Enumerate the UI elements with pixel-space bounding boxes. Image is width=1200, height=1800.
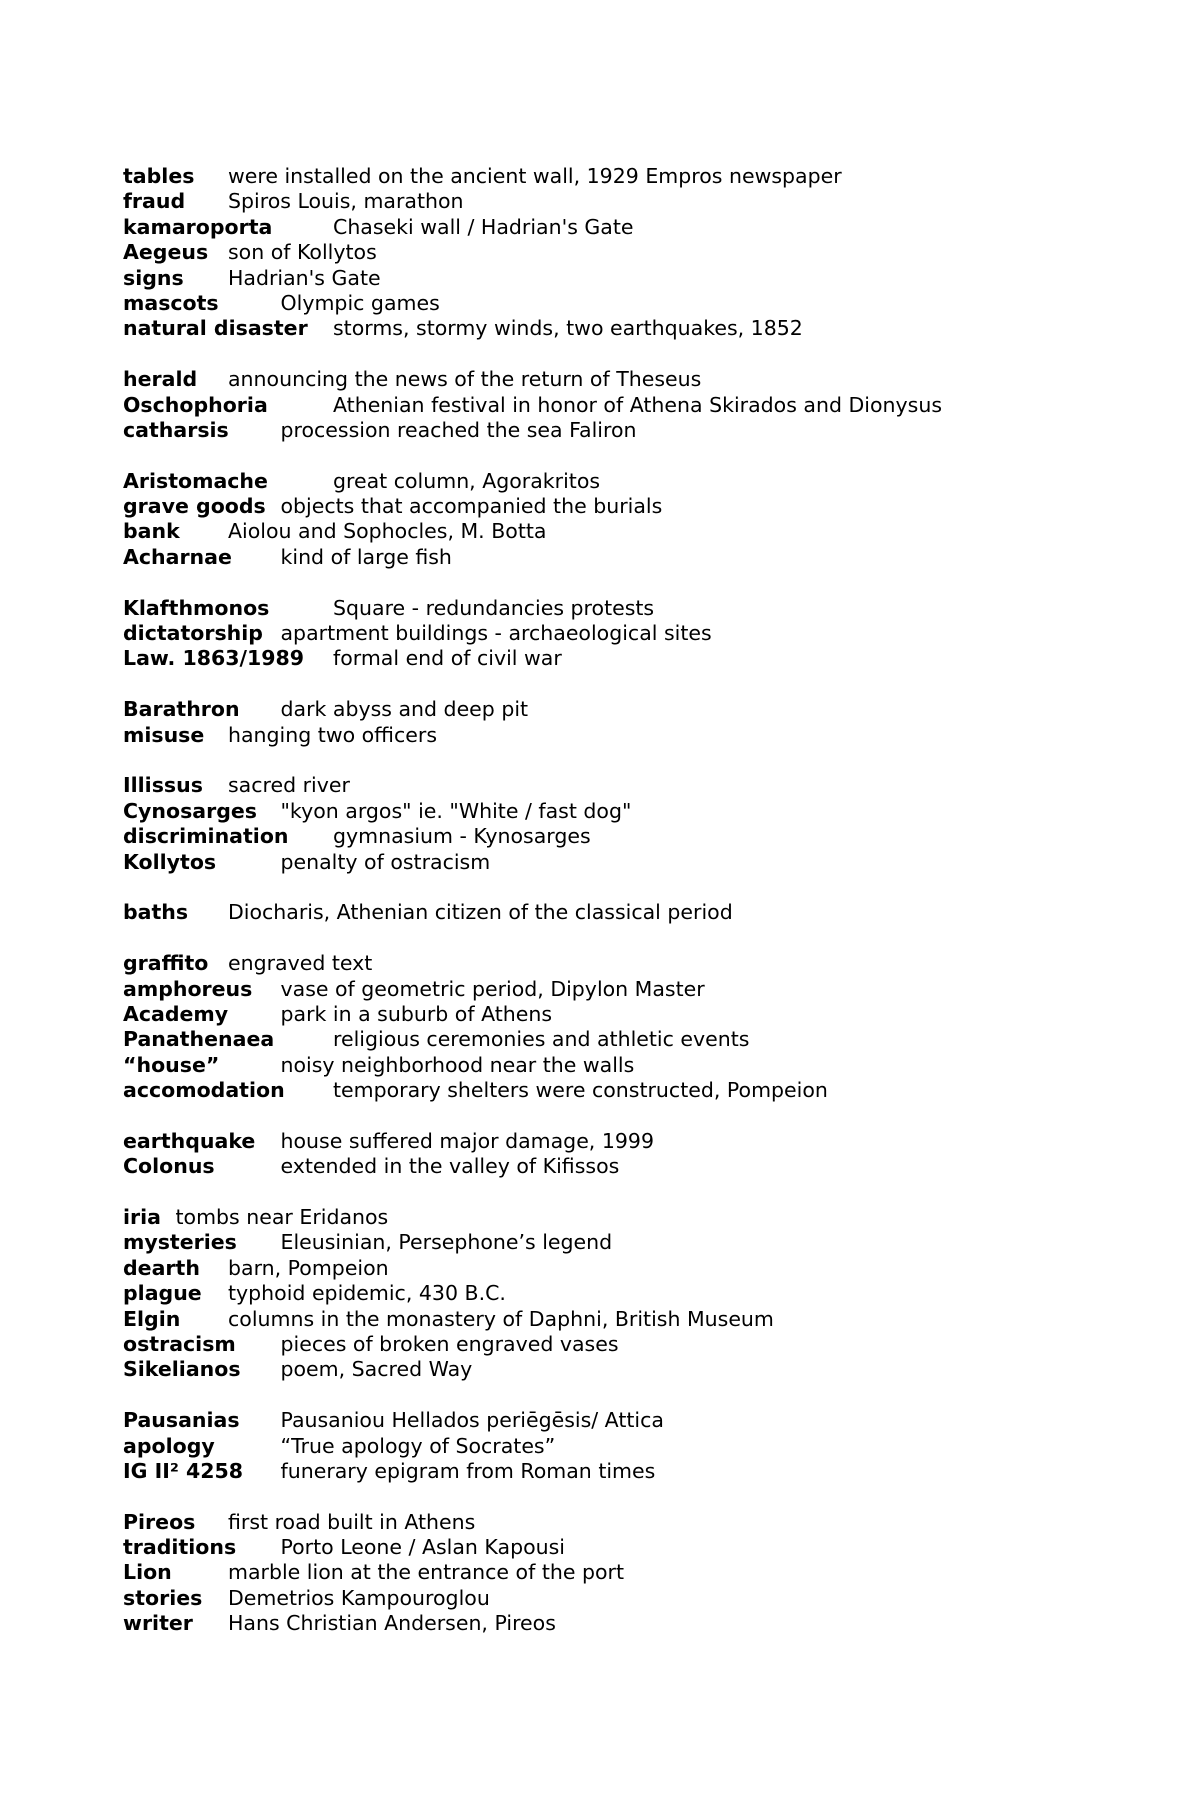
- glossary-entry: [123, 850, 1123, 875]
- entry-definition: pieces of broken engraved vases: [280, 1331, 619, 1356]
- glossary-entry: [123, 1205, 1123, 1230]
- glossary-entry: [123, 215, 1123, 240]
- glossary-entry: [123, 1332, 1123, 1357]
- entry-definition: temporary shelters were constructed, Pompeion: [333, 1078, 828, 1103]
- glossary-entry: [123, 494, 1123, 519]
- entry-definition: kind of large fish: [280, 544, 452, 569]
- entry-definition: great column, Agorakritos: [333, 468, 601, 493]
- entry-definition: Spiros Louis, marathon: [228, 189, 464, 214]
- glossary-group: [123, 697, 1123, 748]
- entry-term: Lion: [123, 1560, 172, 1585]
- entry-definition: columns in the monastery of Daphni, British Museum: [228, 1306, 774, 1331]
- glossary-entry: [123, 418, 1123, 443]
- entry-term: Acharnae: [123, 544, 232, 569]
- glossary-entry: [123, 1129, 1123, 1154]
- glossary-entry: [123, 596, 1123, 621]
- glossary-entry: [123, 316, 1123, 341]
- entry-definition: Diocharis, Athenian citizen of the classical period: [228, 900, 733, 925]
- glossary-group: [123, 1129, 1123, 1180]
- glossary-entry: [123, 646, 1123, 671]
- entry-term: Panathenaea: [123, 1027, 275, 1052]
- entry-definition: storms, stormy winds, two earthquakes, 1852: [333, 316, 803, 341]
- glossary-entry: [123, 1611, 1123, 1636]
- entry-definition: dark abyss and deep pit: [280, 697, 529, 722]
- glossary-group: [123, 900, 1123, 925]
- entry-definition: apartment buildings - archaeological sites: [280, 621, 712, 646]
- entry-term: mascots: [123, 290, 219, 315]
- entry-term: Cynosarges: [123, 798, 258, 823]
- entry-term: Klafthmonos: [123, 595, 270, 620]
- glossary-group: [123, 596, 1123, 672]
- entry-term: dictatorship: [123, 621, 263, 646]
- glossary-entry: [123, 1459, 1123, 1484]
- glossary-entry: [123, 799, 1123, 824]
- glossary-entry: [123, 1510, 1123, 1535]
- entry-definition: funerary epigram from Roman times: [280, 1458, 656, 1483]
- glossary-group: [123, 1510, 1123, 1637]
- glossary-entry: [123, 1434, 1123, 1459]
- entry-definition: religious ceremonies and athletic events: [333, 1027, 750, 1052]
- glossary-entry: [123, 266, 1123, 291]
- entry-term: natural disaster: [123, 316, 308, 341]
- glossary-group: [123, 951, 1123, 1103]
- glossary-entry: [123, 977, 1123, 1002]
- entry-definition: barn, Pompeion: [228, 1255, 389, 1280]
- entry-definition: Olympic games: [280, 290, 440, 315]
- glossary-group: [123, 469, 1123, 571]
- entry-term: Law. 1863/1989: [123, 646, 305, 671]
- entry-definition: vase of geometric period, Dipylon Master: [280, 976, 705, 1001]
- entry-term: discrimination: [123, 824, 289, 849]
- glossary-entry: [123, 164, 1123, 189]
- entry-term: baths: [123, 900, 189, 925]
- entry-definition: marble lion at the entrance of the port: [228, 1560, 624, 1585]
- entry-term: Aegeus: [123, 240, 209, 265]
- glossary-entry: [123, 1027, 1123, 1052]
- entry-definition: first road built in Athens: [228, 1509, 476, 1534]
- entry-definition: tombs near Eridanos: [175, 1205, 389, 1230]
- entry-term: Barathron: [123, 697, 240, 722]
- entry-term: Aristomache: [123, 468, 268, 493]
- glossary: [123, 164, 1123, 1662]
- glossary-group: [123, 1205, 1123, 1383]
- glossary-group: [123, 773, 1123, 875]
- entry-term: Sikelianos: [123, 1357, 241, 1382]
- entry-definition: gymnasium - Kynosarges: [333, 824, 591, 849]
- entry-term: Kollytos: [123, 849, 217, 874]
- glossary-group: [123, 1408, 1123, 1484]
- entry-definition: Hans Christian Andersen, Pireos: [228, 1611, 556, 1636]
- glossary-entry: [123, 1586, 1123, 1611]
- entry-definition: procession reached the sea Faliron: [280, 417, 637, 442]
- entry-term: tables: [123, 164, 195, 188]
- entry-definition: poem, Sacred Way: [280, 1357, 473, 1382]
- entry-definition: Aiolou and Sophocles, M. Botta: [228, 519, 547, 544]
- glossary-entry: [123, 1408, 1123, 1433]
- entry-term: Academy: [123, 1001, 229, 1026]
- entry-term: grave goods: [123, 494, 266, 519]
- entry-definition: formal end of civil war: [333, 646, 562, 671]
- glossary-entry: [123, 367, 1123, 392]
- entry-term: apology: [123, 1433, 215, 1458]
- glossary-entry: [123, 393, 1123, 418]
- entry-term: herald: [123, 367, 198, 392]
- entry-term: dearth: [123, 1255, 200, 1280]
- entry-term: catharsis: [123, 417, 229, 442]
- entry-term: kamaroporta: [123, 214, 273, 239]
- entry-term: plague: [123, 1281, 202, 1306]
- glossary-entry: [123, 240, 1123, 265]
- entry-definition: hanging two officers: [228, 722, 437, 747]
- glossary-entry: [123, 900, 1123, 925]
- entry-definition: Pausaniou Hellados periēgēsis/ Attica: [280, 1408, 664, 1433]
- glossary-entry: [123, 621, 1123, 646]
- glossary-entry: [123, 1053, 1123, 1078]
- glossary-entry: [123, 1154, 1123, 1179]
- entry-definition: announcing the news of the return of Theseus: [228, 367, 702, 392]
- glossary-entry: [123, 519, 1123, 544]
- entry-definition: were installed on the ancient wall, 1929 Empros newspaper: [228, 164, 842, 188]
- entry-term: writer: [123, 1611, 193, 1636]
- entry-definition: noisy neighborhood near the walls: [280, 1052, 635, 1077]
- entry-term: signs: [123, 265, 184, 290]
- glossary-entry: [123, 1560, 1123, 1585]
- entry-term: Oschophoria: [123, 392, 268, 417]
- entry-term: ostracism: [123, 1331, 236, 1356]
- entry-definition: "kyon argos" ie. "White / fast dog": [280, 798, 632, 823]
- entry-definition: typhoid epidemic, 430 B.C.: [228, 1281, 506, 1306]
- glossary-entry: [123, 824, 1123, 849]
- entry-definition: Demetrios Kampouroglou: [228, 1585, 490, 1610]
- entry-definition: extended in the valley of Kifissos: [280, 1154, 620, 1179]
- entry-term: fraud: [123, 189, 186, 214]
- entry-definition: Athenian festival in honor of Athena Skirados and Dionysus: [333, 392, 942, 417]
- glossary-entry: [123, 545, 1123, 570]
- entry-term: Elgin: [123, 1306, 181, 1331]
- glossary-entry: [123, 1230, 1123, 1255]
- glossary-entry: [123, 189, 1123, 214]
- glossary-entry: [123, 697, 1123, 722]
- entry-term: Colonus: [123, 1154, 215, 1179]
- entry-term: Pausanias: [123, 1408, 240, 1433]
- entry-term: stories: [123, 1585, 203, 1610]
- entry-definition: sacred river: [228, 773, 350, 798]
- glossary-entry: [123, 1078, 1123, 1103]
- entry-definition: park in a suburb of Athens: [280, 1001, 553, 1026]
- entry-term: Pireos: [123, 1509, 196, 1534]
- glossary-entry: [123, 951, 1123, 976]
- entry-definition: Hadrian's Gate: [228, 265, 381, 290]
- entry-definition: son of Kollytos: [228, 240, 377, 265]
- glossary-entry: [123, 1307, 1123, 1332]
- glossary-entry: [123, 1535, 1123, 1560]
- entry-term: IG II² 4258: [123, 1458, 244, 1483]
- entry-definition: engraved text: [228, 951, 373, 976]
- glossary-entry: [123, 1256, 1123, 1281]
- entry-term: “house”: [123, 1052, 220, 1077]
- entry-term: accomodation: [123, 1078, 285, 1103]
- entry-term: misuse: [123, 722, 205, 747]
- entry-definition: house suffered major damage, 1999: [280, 1128, 655, 1153]
- entry-term: bank: [123, 519, 180, 544]
- entry-term: traditions: [123, 1535, 237, 1560]
- entry-definition: objects that accompanied the burials: [280, 494, 663, 519]
- glossary-entry: [123, 1002, 1123, 1027]
- entry-definition: Chaseki wall / Hadrian's Gate: [333, 214, 634, 239]
- entry-definition: Porto Leone / Aslan Kapousi: [280, 1535, 565, 1560]
- glossary-entry: [123, 1357, 1123, 1382]
- entry-term: iria: [123, 1205, 161, 1230]
- glossary-entry: [123, 773, 1123, 798]
- entry-term: graffito: [123, 951, 209, 976]
- entry-term: Illissus: [123, 773, 203, 798]
- entry-definition: Eleusinian, Persephone’s legend: [280, 1230, 613, 1255]
- glossary-group: [123, 164, 1123, 342]
- entry-definition: Square - redundancies protests: [333, 595, 655, 620]
- entry-term: amphoreus: [123, 976, 253, 1001]
- entry-term: earthquake: [123, 1128, 256, 1153]
- entry-definition: penalty of ostracism: [280, 849, 491, 874]
- glossary-entry: [123, 1281, 1123, 1306]
- glossary-entry: [123, 291, 1123, 316]
- glossary-group: [123, 367, 1123, 443]
- entry-term: mysteries: [123, 1230, 237, 1255]
- glossary-entry: [123, 469, 1123, 494]
- glossary-entry: [123, 723, 1123, 748]
- entry-definition: “True apology of Socrates”: [280, 1433, 556, 1458]
